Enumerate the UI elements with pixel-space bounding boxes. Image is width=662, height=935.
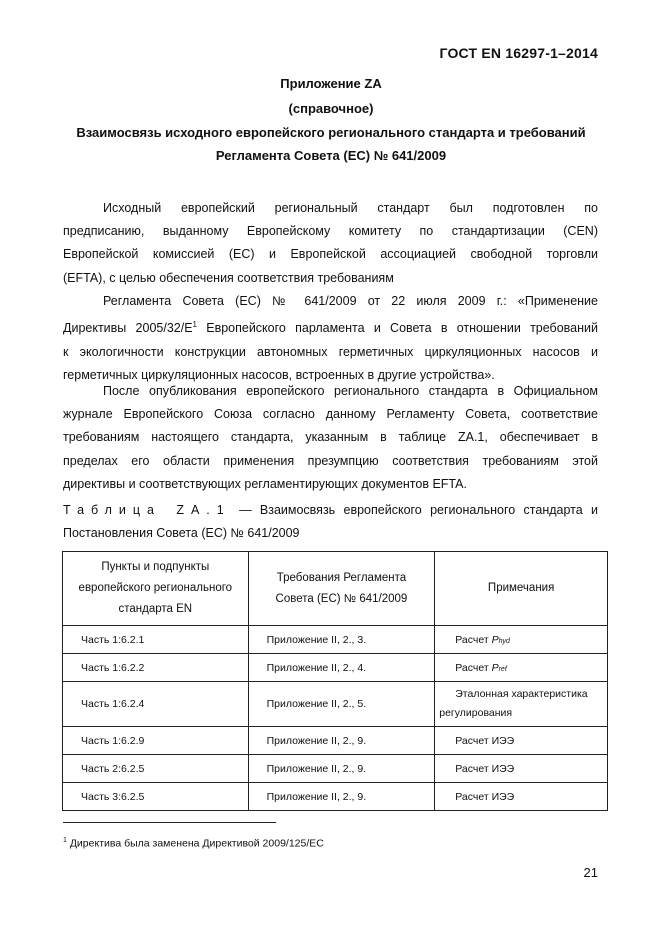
cell-note [435, 682, 608, 727]
paragraph-line-with-footnote [63, 313, 598, 340]
paragraph-line: пределах его области применения презумпцию соответствия требованиям этой [63, 453, 598, 468]
footnote-separator [63, 822, 276, 823]
table-caption-label: Таблица ZA.1 [63, 503, 231, 517]
page-number: 21 [583, 865, 598, 880]
note-line: регулирования [439, 707, 513, 719]
table-row [63, 783, 608, 811]
header-line: Требования Регламента [276, 571, 407, 584]
table-row [63, 654, 608, 682]
annex-title: Приложение ZA [280, 76, 382, 91]
cell-requirement: Приложение II, 2., 9. [248, 783, 435, 811]
paragraph-line: (EFTA), с целью обеспечения соответствия требованиям [63, 270, 394, 285]
header-clauses [63, 552, 249, 626]
directive-text: Европейского парламента и Совета в отношении требований [196, 321, 598, 336]
paragraph-line: Европейской комиссией (ЕС) и Европейской ассоциацией свободной торговли [63, 247, 598, 262]
paragraph-3 [63, 380, 598, 496]
paragraph-line: После опубликования европейского регионального стандарта в Официальном [103, 384, 598, 398]
cell-note [435, 626, 608, 654]
cell-clause: Часть 1:6.2.9 [63, 727, 249, 755]
cell-clause: Часть 2:6.2.5 [63, 755, 249, 783]
table-caption-text: — Взаимосвязь европейского регионального стандарта и [239, 503, 598, 517]
header-line: стандарта EN [118, 603, 193, 615]
paragraph-line: к экологичности конструкции автономных герметичных циркуляционных насосов и [63, 344, 598, 359]
paragraph-line: требованиям настоящего стандарта, указанным в таблице ZA.1, обеспечивает в [63, 430, 598, 445]
cell-clause: Часть 3:6.2.5 [63, 783, 249, 811]
cell-requirement: Приложение II, 2., 4. [248, 654, 435, 682]
cell-requirement: Приложение II, 2., 3. [248, 626, 435, 654]
cell-requirement: Приложение II, 2., 9. [248, 755, 435, 783]
correspondence-table [62, 551, 608, 811]
header-line: Примечания [487, 582, 555, 594]
paragraph-1 [63, 197, 598, 290]
cell-note [435, 654, 608, 682]
note-symbol: Phyd [491, 633, 510, 646]
table-caption-line-2: Постановления Совета (ЕС) № 641/2009 [63, 526, 300, 540]
paragraph-line: директивы и соответствующих регламентирующих документов EFTA. [63, 476, 467, 491]
note-text: Расчет [455, 661, 492, 674]
table-row [63, 755, 608, 783]
table-row [63, 682, 608, 727]
header-line: Пункты и подпункты [101, 561, 210, 573]
footnote-ref: 1 [192, 320, 197, 330]
paragraph-line: Исходный европейский региональный стандарт был подготовлен по [103, 201, 598, 215]
table-header-row [63, 552, 608, 626]
table-row [63, 727, 608, 755]
cell-requirement: Приложение II, 2., 9. [248, 727, 435, 755]
table-caption [63, 503, 598, 517]
note-line: Эталонная характеристика [455, 688, 588, 700]
cell-note: Расчет ИЭЭ [435, 783, 608, 811]
cell-note: Расчет ИЭЭ [435, 727, 608, 755]
directive-ref: Директивы 2005/32/Е [63, 321, 193, 336]
note-text: Расчет [455, 633, 492, 646]
cell-requirement: Приложение II, 2., 5. [248, 682, 435, 727]
paragraph-line: Регламента Совета (ЕС) № 641/2009 от 22 июля 2009 г.: «Применение [103, 294, 598, 308]
paragraph-line: журнале Европейского Союза согласно данному Регламенту Совета, соответствие [63, 407, 598, 422]
cell-note: Расчет ИЭЭ [435, 755, 608, 783]
footnote-mark: 1 [63, 837, 67, 844]
paragraph-line: предписанию, выданному Европейскому комитету по стандартизации (CEN) [63, 224, 598, 239]
cell-clause: Часть 1:6.2.2 [63, 654, 249, 682]
header-notes [435, 552, 608, 626]
header-line: Совета (ЕС) № 641/2009 [275, 592, 408, 605]
paragraph-2 [63, 290, 598, 387]
annex-heading-line-1: Взаимосвязь исходного европейского регионального стандарта и требований [76, 125, 586, 140]
footnote [63, 837, 324, 850]
header-line: европейского регионального [78, 582, 233, 594]
annex-heading-line-2: Регламента Совета (ЕС) № 641/2009 [215, 148, 447, 163]
annex-kind: (справочное) [288, 101, 374, 116]
header-requirements [248, 552, 435, 626]
table-row [63, 626, 608, 654]
document-code: ГОСТ EN 16297-1–2014 [439, 45, 598, 61]
cell-clause: Часть 1:6.2.1 [63, 626, 249, 654]
footnote-text: Директива была заменена Директивой 2009/125/ЕС [66, 837, 324, 850]
cell-clause: Часть 1:6.2.4 [63, 682, 249, 727]
note-symbol: Pref [491, 661, 507, 674]
paragraph-line: герметичных циркуляционных насосов, встроенных в другие устройства». [63, 367, 495, 382]
